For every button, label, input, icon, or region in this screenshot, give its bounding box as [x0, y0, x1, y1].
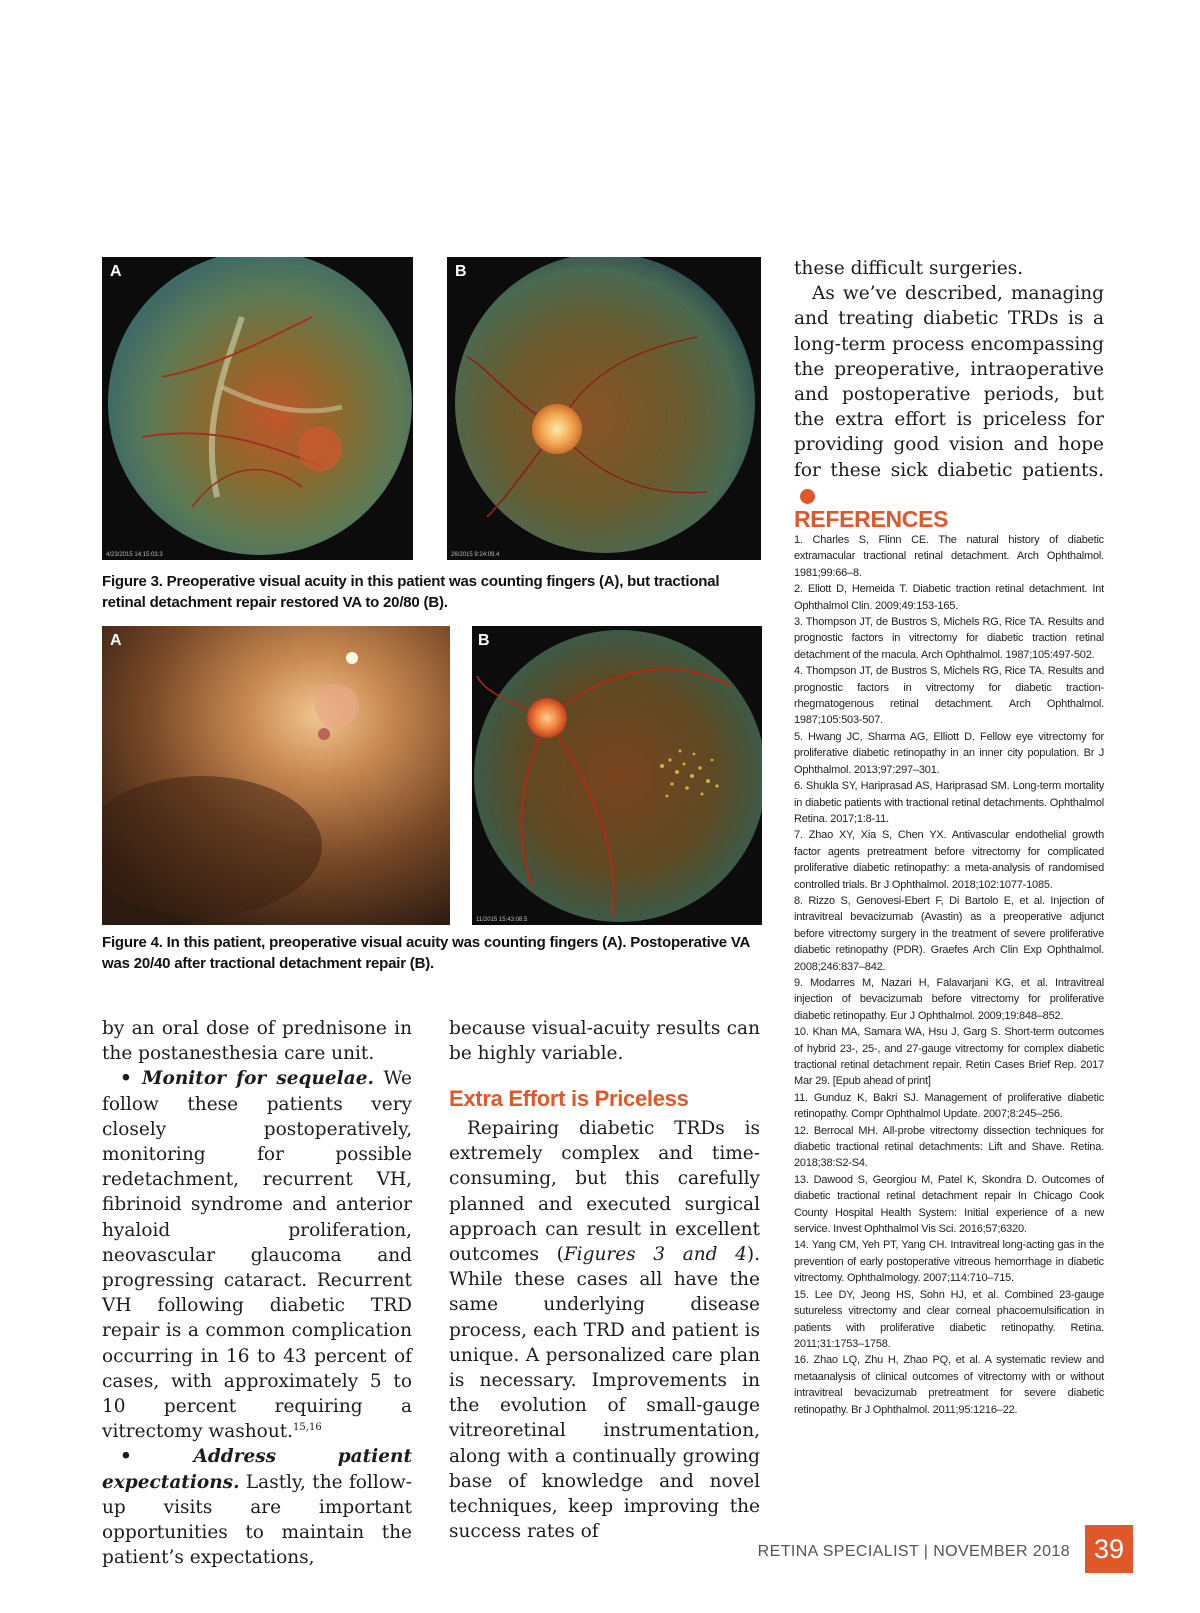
reference-item: 6. Shukla SY, Hariprasad AS, Hariprasad SM. Long-term mortality in diabetic patients with tractional retinal detachments. Ophthalmol Retina. 2017;1:8-11.: [794, 780, 1104, 825]
figure-3-panel-a: [102, 257, 413, 560]
paragraph: [794, 281, 1104, 508]
figure-4-panel-a: [102, 626, 450, 925]
footer-separator: |: [923, 1543, 929, 1560]
image-timestamp: 11/2015 15:43:08.5: [476, 917, 528, 923]
reference-item: 12. Berrocal MH. All-probe vitrectomy dissection techniques for diabetic tractional retinal detachments: Lift and Shave. Retina. 2018;38:S2-S4.: [794, 1124, 1104, 1170]
fundus-photo-image: [102, 626, 450, 925]
paragraph: these difficult surgeries.: [794, 258, 1024, 279]
bullet-heading: • Monitor for sequelae.: [120, 1068, 374, 1090]
image-timestamp: 26/2015 9:24:09.4: [451, 552, 500, 558]
panel-label: B: [478, 632, 490, 649]
figure-4-panel-b: [472, 626, 762, 925]
reference-item: 7. Zhao XY, Xia S, Chen YX. Antivascular endothelial growth factor agents pretreatment before vitrectomy for complicated proliferative diabetic retinopathy: a meta-analysis of randomised controlled trials. Br J Ophthalmol. 2018;102:1077-1085.: [794, 829, 1104, 891]
citation-superscript: 15,16: [293, 1422, 322, 1434]
paragraph-text: We follow these patients very closely postoperatively, monitoring for possible redetachment, recurrent VH, fibrinoid syndrome and anterior hyaloid proliferation, neovascular glaucoma and progressing cataract. Recurrent VH following diabetic TRD repair is a common complication occurring in 16 to 43 percent of cases, with approximately 5 to 10 percent requiring a vitrectomy washout.: [102, 1068, 412, 1443]
references-heading: REFERENCES: [794, 506, 949, 532]
reference-item: 11. Gunduz K, Bakri SJ. Management of proliferative diabetic retinopathy. Compr Ophthalmol Update. 2007;8:245–256.: [794, 1091, 1104, 1121]
figure-3-caption: Figure 3. Preoperative visual acuity in this patient was counting fingers (A), but tractional retinal detachment repair restored VA to 20/80 (B).: [102, 573, 720, 611]
references-list: [794, 532, 1104, 1418]
issue-date: NOVEMBER 2018: [933, 1543, 1070, 1560]
running-footer: [758, 1543, 1070, 1561]
figure-3-panel-b: [447, 257, 761, 560]
paragraph-text: ). While these cases all have the same underlying disease process, each TRD and patient is unique. A personalized care plan is necessary. Improvements in the evolution of small-gauge vitreoretinal instrumentation, along with a continually growing base of knowledge and novel techniques, keep improving the success rates of: [449, 1244, 761, 1543]
bullet-heading: • Address patient expectations.: [102, 1446, 412, 1493]
journal-name: RETINA SPECIALIST: [757, 1543, 919, 1560]
reference-item: 16. Zhao LQ, Zhu H, Zhao PQ, et al. A systematic review and metaanalysis of clinical outcomes of vitrectomy with or without intravitreal bevacizumab pretreatment for severe diabetic retinopathy. Br J Ophthalmol. 2011;95:1216–22.: [794, 1354, 1104, 1416]
right-column-text: [794, 256, 1104, 508]
reference-item: 13. Dawood S, Georgiou M, Patel K, Skondra D. Outcomes of diabetic tractional retinal detachment repair In Chicago Cook County Hospital Health System: Initial experience of a new service. Invest Ophthalmol Vis Sci. 2016;57;6320.: [794, 1173, 1104, 1236]
reference-item: 3. Thompson JT, de Bustros S, Michels RG, Rice TA. Results and prognostic factors in vitrectomy for diabetic traction retinal detachment of the macula. Arch Ophthalmol. 1987;105:497-502.: [794, 616, 1104, 661]
fundus-photo-image: [472, 626, 762, 925]
reference-item: 2. Eliott D, Hemeida T. Diabetic traction retinal detachment. Int Ophthalmol Clin. 2009;49:153-165.: [794, 583, 1104, 612]
paragraph: by an oral dose of prednisone in the postanesthesia care unit.: [102, 1018, 412, 1065]
middle-column-text: [449, 1116, 760, 1544]
paragraph-text: As we’ve described, managing and treating diabetic TRDs is a long-term process encompassing the preoperative, intraoperative and postoperative periods, but the extra effort is priceless for providing good vision and hope for these sick diabetic patients.: [794, 283, 1104, 481]
reference-item: 1. Charles S, Flinn CE. The natural history of diabetic extramacular tractional retinal detachment. Arch Ophthalmol. 1981;99:66–8.: [794, 534, 1104, 579]
image-timestamp: 4/23/2015 14:15:03.3: [106, 552, 163, 558]
reference-item: 10. Khan MA, Samara WA, Hsu J, Garg S. Short-term outcomes of hybrid 23-, 25-, and 27-gauge vitrectomy for complex diabetic tractional retinal detachment repair. Retin Cases Brief Rep. 2017 Mar 29. [Epub ahead of print]: [794, 1026, 1104, 1088]
panel-label: B: [455, 263, 467, 280]
reference-item: 14. Yang CM, Yeh PT, Yang CH. Intravitreal long-acting gas in the prevention of early postoperative vitreous hemorrhage in diabetic vitrectomy. Ophthalmology. 2007;114:710–715.: [794, 1239, 1104, 1285]
figure-reference: Figures 3 and 4: [563, 1244, 747, 1266]
reference-item: 15. Lee DY, Jeong HS, Sohn HJ, et al. Combined 23-gauge sutureless vitrectomy and clear corneal phacoemulsification in patients with proliferative diabetic retinopathy. Retina. 2011;31:1753–1758.: [794, 1288, 1104, 1350]
fundus-photo-image: [102, 257, 413, 560]
middle-column-text-top: [449, 1016, 760, 1066]
bullet-paragraph: [102, 1066, 412, 1444]
panel-label: A: [110, 263, 122, 280]
reference-item: 4. Thompson JT, de Bustros S, Michels RG, Rice TA. Results and prognostic factors in vitrectomy for diabetic traction-rhegmatogenous retinal detachment. Arch Ophthalmol. 1987;105:503-507.: [794, 665, 1104, 727]
fundus-photo-image: [447, 257, 761, 560]
paragraph-text: Repairing diabetic TRDs is extremely complex and time-consuming, but this carefully planned and executed surgical approach can result in excellent outcomes (: [449, 1118, 760, 1266]
reference-item: 8. Rizzo S, Genovesi-Ebert F, Di Bartolo E, et al. Injection of intravitreal bevacizumab (Avastin) as a preoperative adjunct before vitrectomy surgery in the treatment of severe proliferative diabetic retinopathy (PDR). Graefes Arch Clin Exp Ophthalmol. 2008;246:837–842.: [794, 894, 1104, 973]
reference-item: 9. Modarres M, Nazari H, Falavarjani KG, et al. Intravitreal injection of bevacizumab before vitrectomy for proliferative diabetic retinopathy. Eur J Ophthalmol. 2009;19:848–852.: [794, 976, 1104, 1022]
rs-logo-icon: RS: [800, 489, 815, 504]
figure-4-caption: Figure 4. In this patient, preoperative visual acuity was counting fingers (A). Postoperative VA was 20/40 after tractional detachment repair (B).: [102, 934, 750, 972]
section-heading: Extra Effort is Priceless: [449, 1086, 689, 1111]
page-number: 39: [1085, 1525, 1133, 1573]
bullet-paragraph: [102, 1444, 412, 1570]
left-column-text: [102, 1016, 412, 1570]
paragraph-text: Lastly, the follow-up visits are important opportunities to maintain the patient’s expectations,: [102, 1471, 412, 1569]
reference-item: 5. Hwang JC, Sharma AG, Elliott D. Fellow eye vitrectomy for proliferative diabetic retinopathy in an inner city population. Br J Ophthalmol. 2013;97:297–301.: [794, 730, 1104, 776]
panel-label: A: [110, 632, 122, 649]
paragraph: because visual-acuity results can be highly variable.: [449, 1018, 760, 1065]
paragraph: [449, 1116, 760, 1544]
